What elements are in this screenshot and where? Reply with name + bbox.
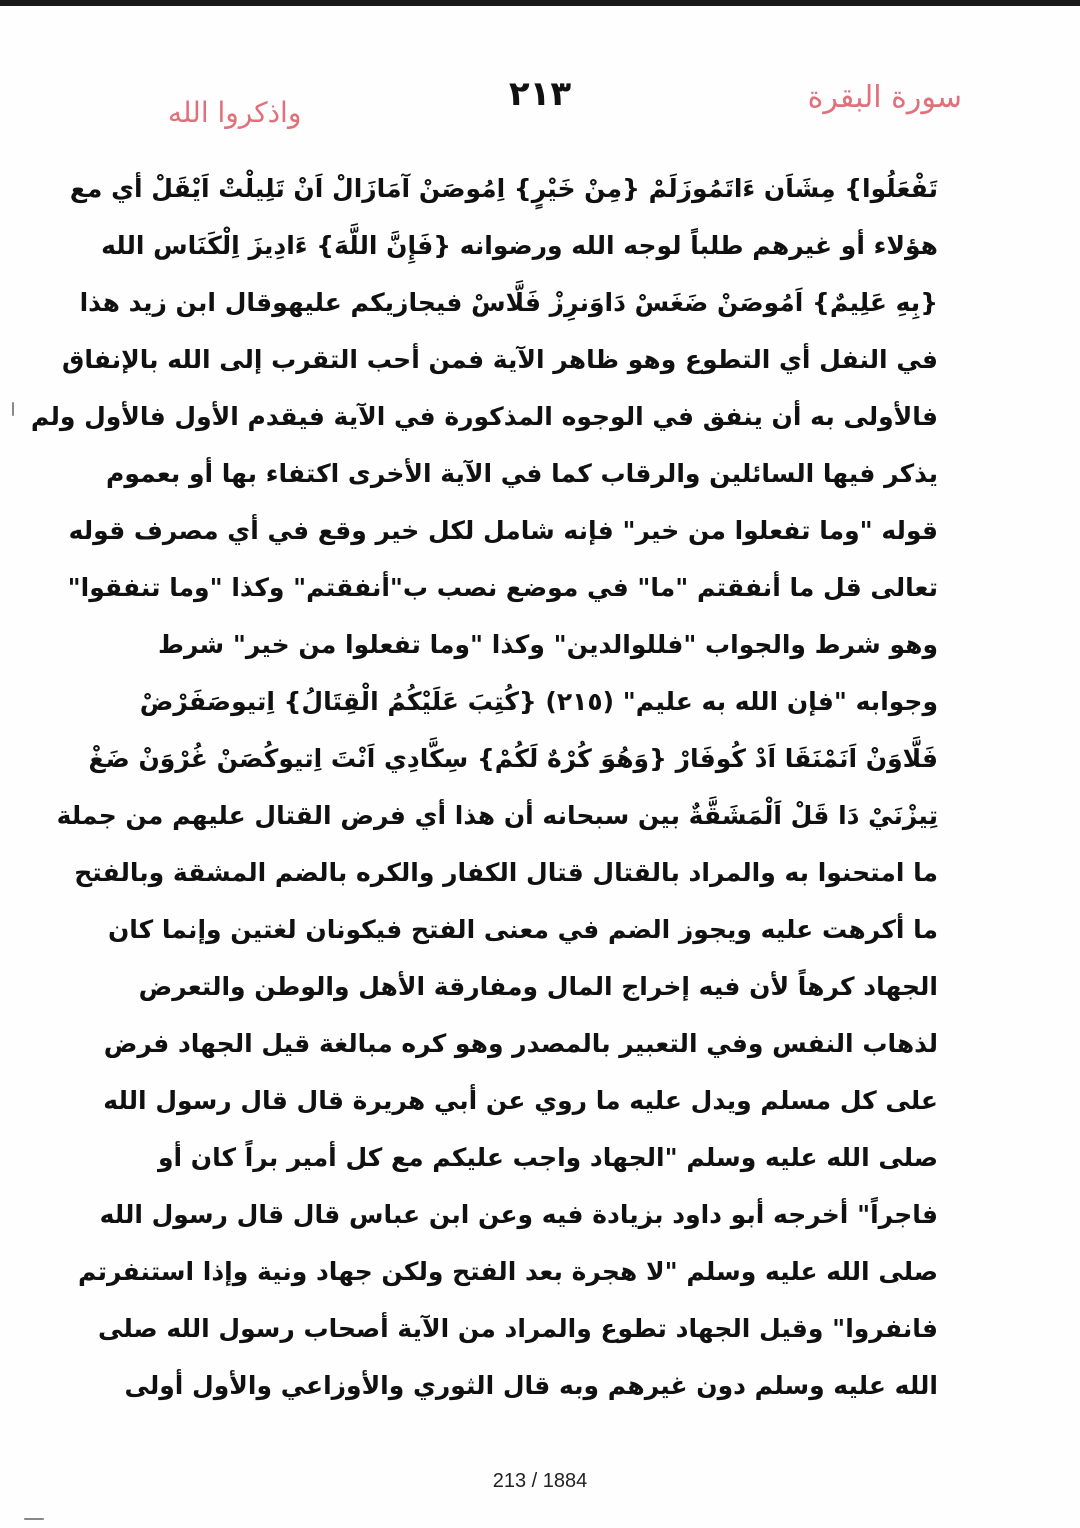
body-text — [30, 160, 938, 1414]
scan-speck — [24, 1518, 44, 1520]
text-line: تعالى قل ما أنفقتم "ما" في موضع نصب ب"أنفقتم" وكذا "وما تنفقوا" — [67, 573, 938, 602]
text-line: فَلَّاوَنْ اَنَمْنَقَا اَدْ كُوفَارْ {وَهُوَ كُرْهٌ لَكُمْ} سِكَّادِي اَنْتَ اِتيوكُصَنْ غُرْوَنْ ضَغْ — [88, 744, 938, 773]
text-line: في النفل أي التطوع وهو ظاهر الآية فمن أحب التقرب إلى الله بالإنفاق — [61, 345, 938, 374]
text-line: وهو شرط والجواب "فللوالدين" وكذا "وما تفعلوا من خير" شرط — [158, 630, 938, 659]
text-line: صلى الله عليه وسلم "لا هجرة بعد الفتح ولكن جهاد ونية وإذا استنفرتم — [77, 1257, 938, 1286]
text-line: قوله "وما تفعلوا من خير" فإنه شامل لكل خير وقع في أي مصرف قوله — [68, 516, 938, 545]
text-line: فاجراً" أخرجه أبو داود بزيادة فيه وعن ابن عباس قال قال رسول الله — [99, 1200, 938, 1229]
text-line: الجهاد كرهاً لأن فيه إخراج المال ومفارقة الأهل والوطن والتعرض — [138, 972, 938, 1001]
text-line: على كل مسلم ويدل عليه ما روي عن أبي هريرة قال قال رسول الله — [103, 1086, 938, 1115]
text-line: {بِهِ عَلِيمٌ} اَمُوصَنْ ضَغَسْ دَاوَنرِزْ فَلَّاسْ فيجازيكم عليهوقال ابن زيد هذا — [79, 288, 938, 317]
text-line: فانفروا" وقيل الجهاد تطوع والمراد من الآية أصحاب رسول الله صلى — [98, 1314, 938, 1343]
page-indicator: 213 / 1884 — [492, 1470, 588, 1492]
page-number: ٢١٣ — [508, 74, 572, 114]
text-line: يذكر فيها السائلين والرقاب كما في الآية الأخرى اكتفاء بها أو بعموم — [106, 459, 938, 488]
catchword-header: واذكروا الله — [168, 96, 302, 129]
text-line: ما أكرهت عليه ويجوز الضم في معنى الفتح فيكونان لغتين وإنما كان — [107, 915, 938, 944]
text-line: الله عليه وسلم دون غيرهم وبه قال الثوري والأوزاعي والأول أولى — [124, 1371, 938, 1400]
scan-speck — [12, 402, 14, 416]
text-line: ما امتحنوا به والمراد بالقتال قتال الكفار والكره بالضم المشقة وبالفتح — [74, 858, 938, 887]
text-line: لذهاب النفس وفي التعبير بالمصدر وهو كره مبالغة قيل الجهاد فرض — [103, 1029, 938, 1058]
text-line: وجوابه "فإن الله به عليم" (٢١٥) {كُتِبَ عَلَيْكُمُ الْقِتَالُ} اِتيوصَفَرْضْ — [139, 687, 938, 716]
text-line: تَفْعَلُوا} مِشَاَن ءَاتَمُوزَلَمْ {مِنْ خَيْرٍ} اِمُوصَنْ آمَازَالْ اَنْ تَلِيلْتْ اَيْقَلْ أي مع — [69, 174, 938, 203]
text-line: تِيزْنَيْ دَا قَلْ اَلْمَشَقَّةٌ بين سبحانه أن هذا أي فرض القتال عليهم من جملة — [56, 801, 938, 830]
surah-name-header: سورة البقرة — [807, 80, 962, 115]
text-line: صلى الله عليه وسلم "الجهاد واجب عليكم مع كل أمير براً كان أو — [157, 1143, 938, 1172]
text-line: فالأولى به أن ينفق في الوجوه المذكورة في الآية فيقدم الأول فالأول ولم — [30, 402, 938, 431]
text-line: هؤلاء أو غيرهم طلباً لوجه الله ورضوانه {فَإِنَّ اللَّهَ} ءَادِيزَ اِلْكَنَاس الله — [101, 231, 938, 260]
